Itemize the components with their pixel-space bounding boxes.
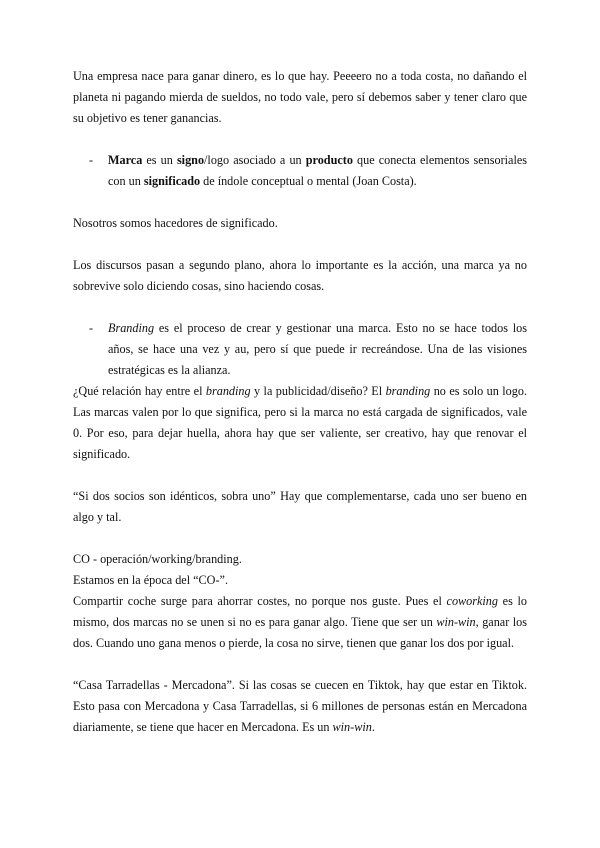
spacer [73,465,527,486]
term-producto: producto [305,153,353,167]
term-marca: Marca [108,153,143,167]
term-significado: significado [143,174,201,188]
spacer [73,234,527,255]
bullet-dash: - [89,321,94,335]
document-page [73,66,527,738]
paragraph-hacedores: Nosotros somos hacedores de significado. [73,216,278,230]
paragraph-socios: “Si dos socios son idénticos, sobra uno” Hay que complementarse, cada uno ser bueno en algo y tal. [73,489,527,524]
paragraph-co: CO - operación/working/branding. [73,552,242,566]
paragraph-epoca: Estamos en la época del “CO-”. [73,573,228,587]
term-signo: signo [176,153,205,167]
paragraph-discursos: Los discursos pasan a segundo plano, ahora lo importante es la acción, una marca ya no sobrevive solo diciendo cosas, sino haciendo cosas. [73,258,527,293]
spacer [73,297,527,318]
spacer [73,528,527,549]
paragraph-relacion: ¿Qué relación hay entre el branding y la publicidad/diseño? El branding no es solo un logo. Las marcas valen por lo que significa, pero si la marca no está cargada de significados, vale 0. Por eso, para dejar huella, ahora hay que ser valiente, ser creativo, hay que renovar el significado. [73,384,528,461]
spacer [73,654,527,675]
paragraph-intro: Una empresa nace para ganar dinero, es lo que hay. Peeeero no a toda costa, no dañando el planeta ni pagando mierda de sueldos, no todo vale, pero sí debemos saber y tener claro que su objetivo es tener ganancias. [73,69,527,125]
bullet-branding: - Branding es el proceso de crear y gestionar una marca. Esto no se hace todos los años, se hace una vez y au, pero sí que puede ir recreándose. Una de las visiones estratégicas es la alianza. [73,318,527,381]
paragraph-tarradellas: “Casa Tarradellas - Mercadona”. Si las cosas se cuecen en Tiktok, hay que estar en Tiktok. Esto pasa con Mercadona y Casa Tarradellas, si 6 millones de personas están en Mercadona diariamente, se tiene que hacer en Mercadona. Es un win-win. [73,678,527,734]
term-branding: Branding [108,321,155,335]
spacer [73,129,527,150]
bullet-marca: - Marca es un signo/logo asociado a un producto que conecta elementos sensoriales con un significado de índole conceptual o mental (Joan Costa). [73,150,527,192]
bullet-dash: - [89,153,94,167]
spacer [73,192,527,213]
paragraph-compartir: Compartir coche surge para ahorrar costes, no porque nos guste. Pues el coworking es lo mismo, dos marcas no se unen si no es para ganar algo. Tiene que ser un win-win, ganar los dos. Cuando uno gana menos o pierde, la cosa no sirve, tienen que ganar los dos por igual. [73,594,527,650]
